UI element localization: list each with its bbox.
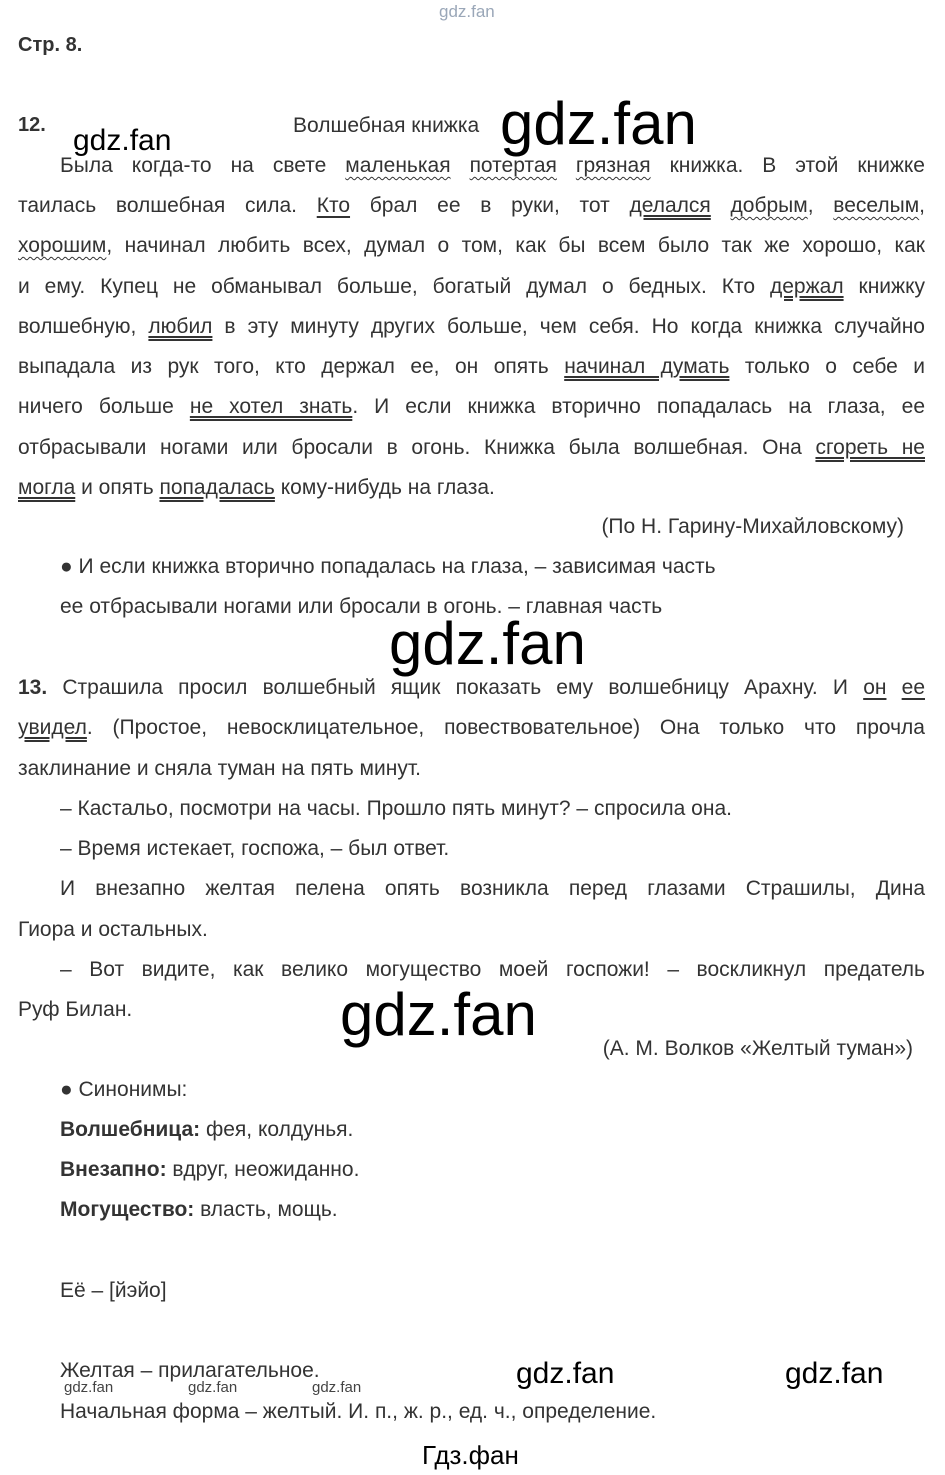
paragraph-line	[18, 354, 925, 380]
paragraph-line: Гиора и остальных.	[18, 918, 208, 941]
paragraph-line	[18, 675, 925, 701]
synonym-term: Могущество:	[60, 1198, 195, 1221]
paragraph-line	[18, 435, 925, 461]
text-span	[886, 676, 901, 699]
text-span: ,	[807, 194, 834, 217]
paragraph-line	[18, 394, 925, 420]
paragraph-line	[18, 233, 925, 259]
text-span: . (Простое, невосклицательное, повествовательное) Она только что прочла	[86, 716, 925, 739]
watermark-large: gdz.fan	[340, 981, 537, 1048]
paragraph-line: И внезапно желтая пелена опять возникла перед глазами Страшилы, Дина	[60, 877, 925, 900]
text-span: и опять	[75, 476, 160, 499]
text-span: . И если книжка вторично попадалась на глаза, ее	[352, 395, 925, 418]
exercise-12-source: (По Н. Гарину-Михайловскому)	[601, 515, 904, 538]
paragraph-line	[18, 274, 925, 300]
header-watermark: gdz.fan	[439, 2, 495, 21]
text-span: увидел	[18, 716, 87, 739]
text-span: ничего больше	[18, 395, 190, 418]
text-span	[451, 154, 470, 177]
watermark-medium: gdz.fan	[73, 124, 172, 157]
paragraph-line	[60, 153, 925, 179]
text-span: делался	[629, 194, 711, 217]
text-span: грязная	[575, 154, 651, 177]
text-span: выпадала из рук того, кто держал ее, он опять	[18, 355, 565, 378]
exercise-12-note-main: ее отбрасывали ногами или бросали в огонь. – главная часть	[60, 595, 663, 618]
watermark-small: gdz.fan	[188, 1379, 238, 1396]
text-span: книжка. В этой книжке	[650, 154, 925, 177]
watermark-medium: gdz.fan	[516, 1357, 615, 1390]
text-span: веселым	[833, 194, 920, 217]
exercise-13-source: (А. М. Волков «Желтый туман»)	[602, 1037, 913, 1060]
watermark-medium: gdz.fan	[785, 1357, 884, 1390]
synonyms-heading: ● Синонимы:	[60, 1078, 188, 1101]
text-span: Кто	[316, 194, 351, 217]
text-span: таилась волшебная сила.	[18, 194, 317, 217]
text-span: только о себе и	[729, 355, 926, 378]
text-span: могла	[18, 476, 76, 499]
synonym-definition: власть, мощь.	[194, 1198, 338, 1221]
watermark-small: gdz.fan	[312, 1379, 362, 1396]
text-span: попадалась	[159, 476, 275, 499]
text-span: хорошим	[18, 234, 107, 257]
text-span: , начинал любить всех, думал о том, как бы всем было так же хорошо, как	[106, 234, 925, 257]
synonym-term: Внезапно:	[60, 1158, 167, 1181]
paragraph-line	[18, 193, 925, 219]
text-span: в эту минуту других больше, чем себя. Но когда книжка случайно	[212, 315, 925, 338]
text-span: маленькая	[345, 154, 451, 177]
paragraph-line: заклинание и сняла туман на пять минут.	[18, 757, 421, 780]
text-span: волшебную,	[18, 315, 149, 338]
synonym-definition: вдруг, неожиданно.	[166, 1158, 360, 1181]
synonym-term: Волшебница:	[60, 1118, 201, 1141]
text-span: не хотел знать	[189, 395, 353, 418]
text-span: сгореть не	[815, 436, 925, 459]
text-span: и ему. Купец не обманывал больше, богатый думал о бедных. Кто	[18, 275, 770, 298]
paragraph-line	[18, 715, 925, 741]
watermark-large: gdz.fan	[389, 610, 586, 677]
text-span: брал ее в руки, тот	[350, 194, 630, 217]
synonym-definition: фея, колдунья.	[200, 1118, 354, 1141]
synonym-row	[60, 1118, 353, 1142]
text-span: ее	[901, 676, 925, 699]
watermark-large: gdz.fan	[500, 90, 697, 157]
text-span: любил	[148, 315, 213, 338]
text-span: ,	[919, 194, 926, 217]
text-span: добрым	[730, 194, 808, 217]
paragraph-line	[18, 314, 925, 340]
exercise-12-title: Волшебная книжка	[293, 114, 480, 137]
footer-watermark: Гдз.фан	[422, 1440, 519, 1470]
text-span: книжку	[843, 275, 925, 298]
paragraph-line: – Вот видите, как велико могущество моей госпожи! – воскликнул предатель	[60, 958, 925, 981]
text-span: он	[863, 676, 887, 699]
text-span	[557, 154, 576, 177]
text-span: Страшила просил волшебный ящик показать ему волшебницу Арахну. И	[47, 676, 864, 699]
page-reference: Стр. 8.	[18, 34, 83, 56]
exercise-12-note-dependent: ● И если книжка вторично попадалась на глаза, – зависимая часть	[60, 555, 716, 578]
exercise-13-number: 13.	[18, 676, 48, 699]
text-span: Была когда-то на свете	[60, 154, 346, 177]
phonetic-transcription: Её – [йэйо]	[60, 1279, 167, 1302]
text-span: потертая	[469, 154, 557, 177]
paragraph-line: – Время истекает, госпожа, – был ответ.	[60, 837, 450, 860]
paragraph-line	[18, 475, 925, 501]
text-span: отбрасывали ногами или бросали в огонь. Книжка была волшебная. Она	[18, 436, 816, 459]
synonym-row	[60, 1198, 338, 1222]
text-span: держал	[769, 275, 844, 298]
exercise-12-number: 12.	[18, 114, 46, 136]
morphology-line: Желтая – прилагательное.	[60, 1359, 320, 1382]
synonym-row	[60, 1158, 359, 1182]
morphology-line: Начальная форма – желтый. И. п., ж. р., ед. ч., определение.	[60, 1400, 657, 1423]
paragraph-line: – Кастальо, посмотри на часы. Прошло пять минут? – спросила она.	[60, 797, 732, 820]
paragraph-line: Руф Билан.	[18, 998, 133, 1021]
watermark-small: gdz.fan	[64, 1379, 114, 1396]
text-span: кому-нибудь на глаза.	[274, 476, 495, 499]
text-span: начинал думать	[564, 355, 730, 378]
text-span	[711, 194, 731, 217]
